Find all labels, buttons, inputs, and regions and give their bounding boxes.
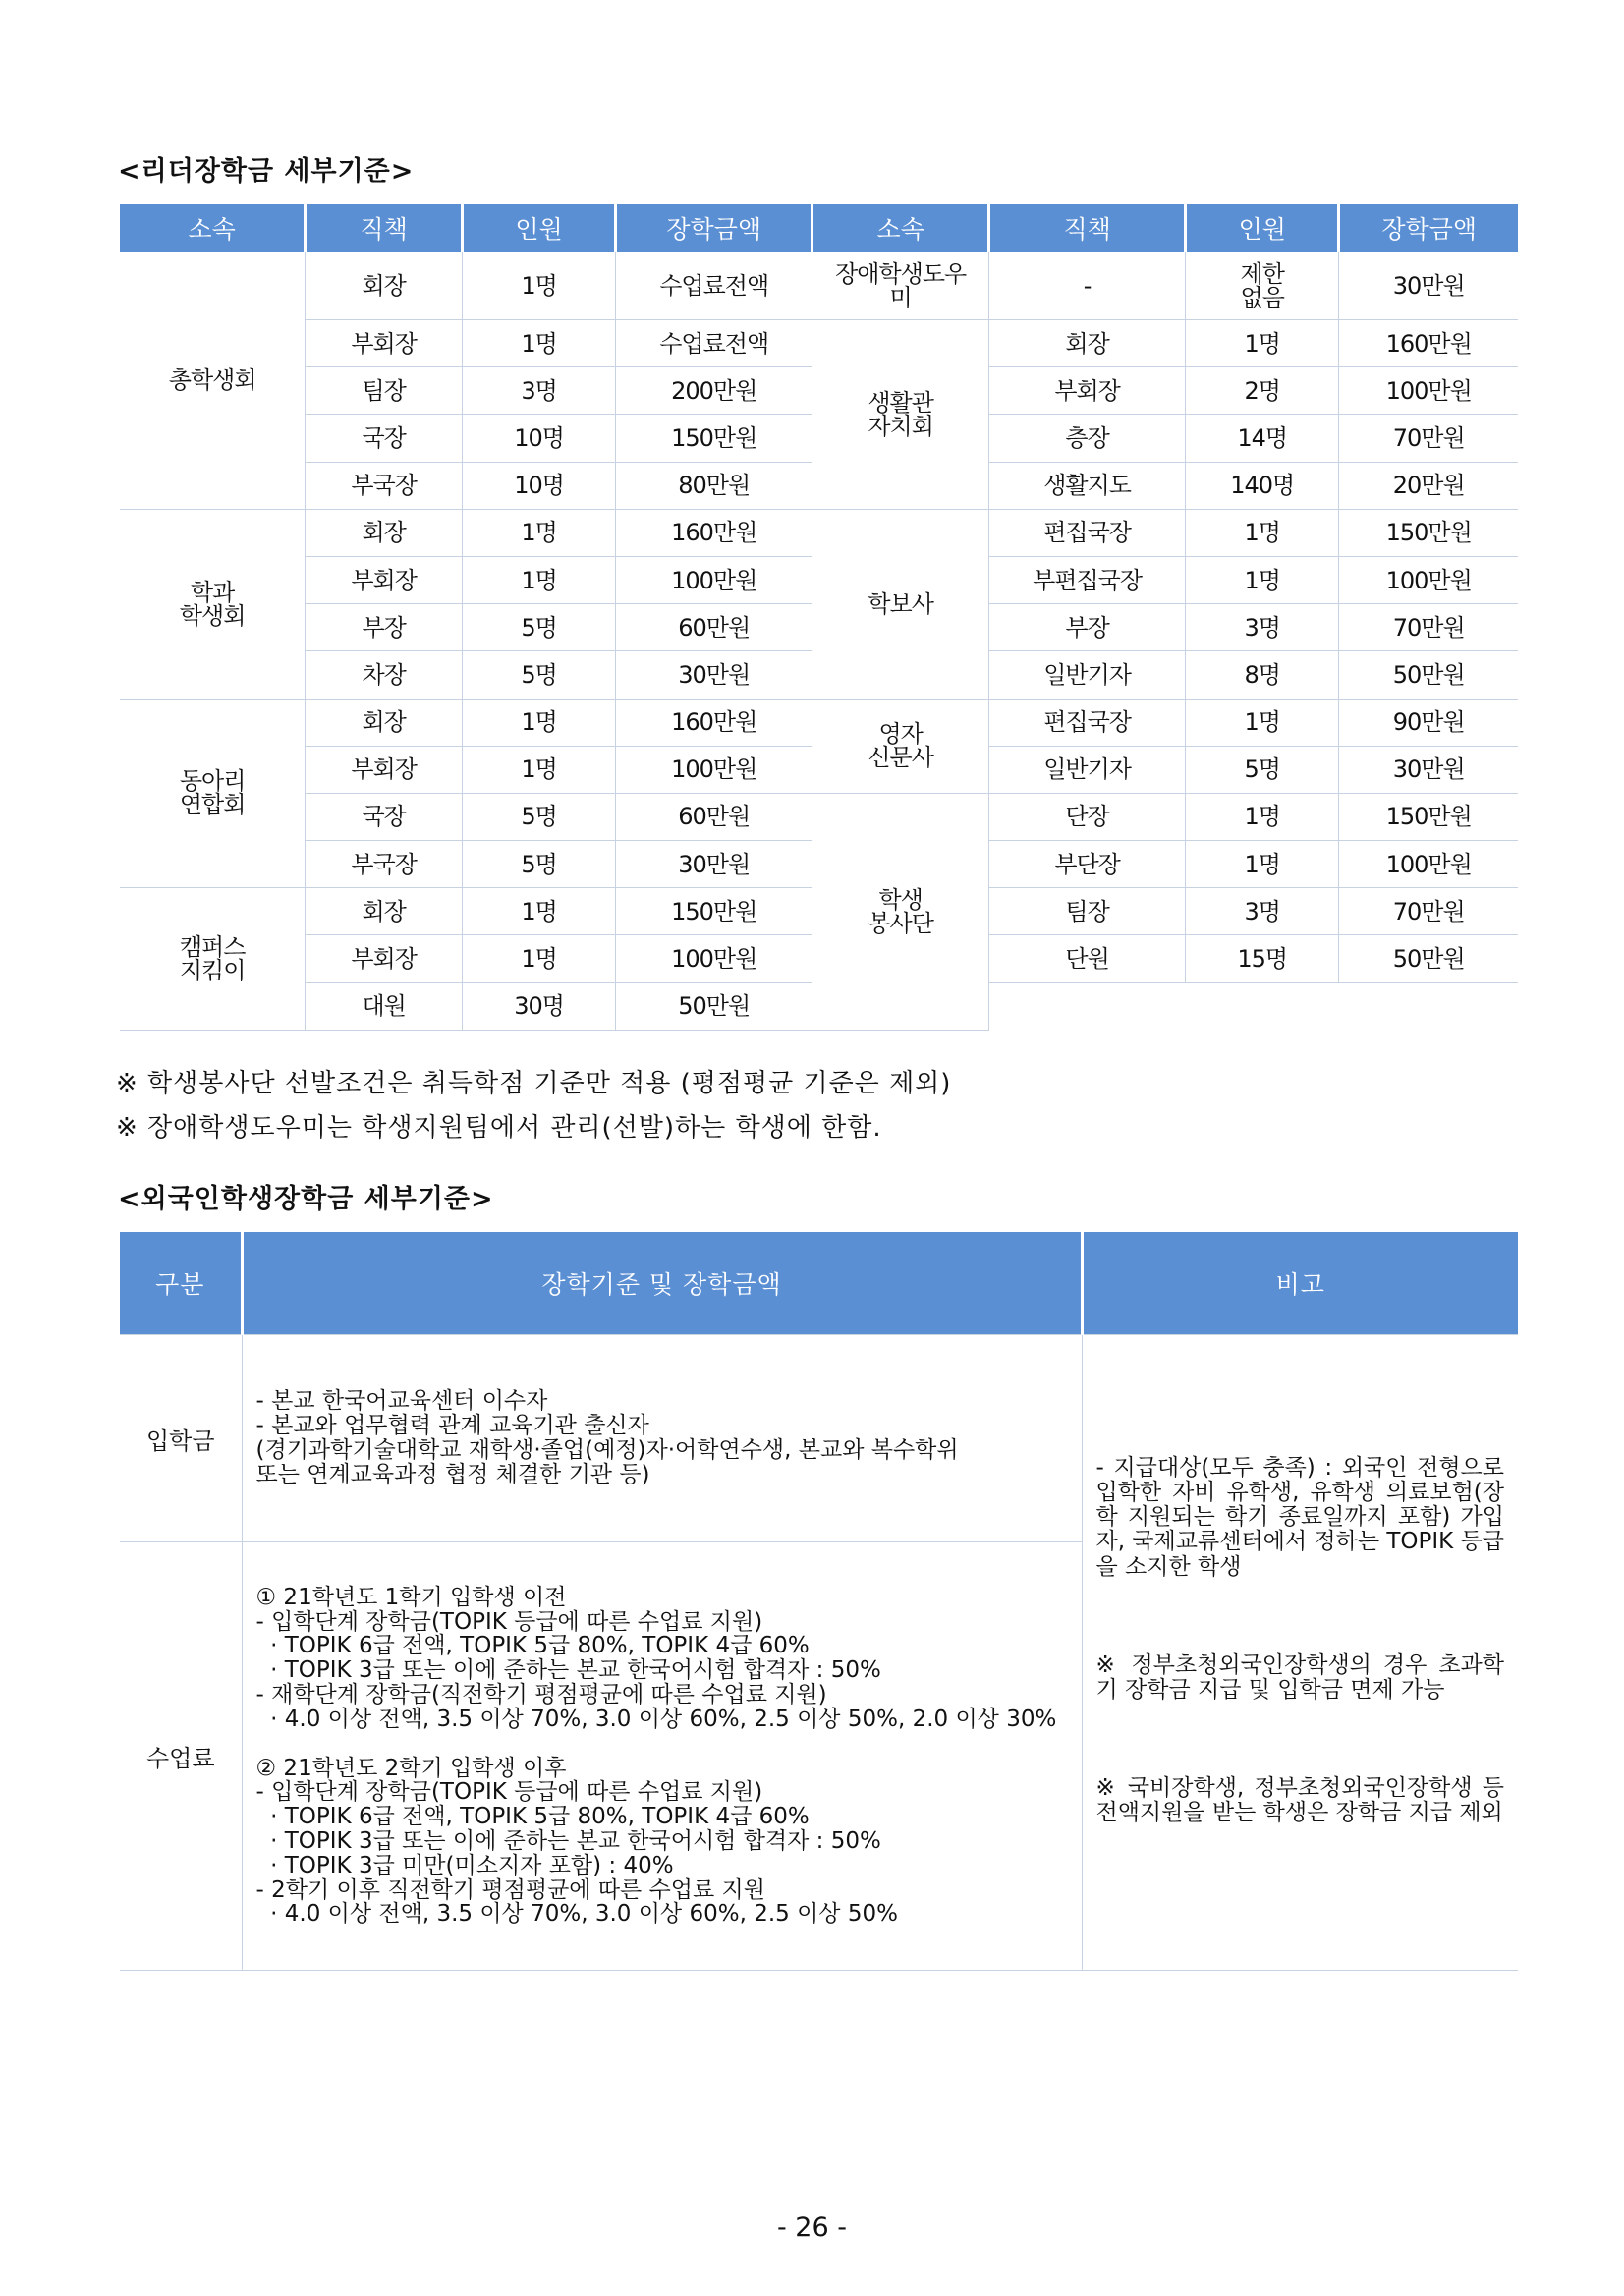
table-cell: 30만원 xyxy=(1339,252,1518,320)
table-cell: 100만원 xyxy=(616,935,812,982)
table-header-row xyxy=(120,1232,1518,1335)
table-cell: 8명 xyxy=(1186,651,1339,699)
table-cell: 30만원 xyxy=(616,651,812,699)
table-cell: 편집국장 xyxy=(989,509,1186,556)
table-cell: 수업료전액 xyxy=(616,320,812,367)
table-cell: 70만원 xyxy=(1339,604,1518,651)
table-cell: 50만원 xyxy=(1339,651,1518,699)
table-cell: 국장 xyxy=(306,793,463,840)
note-disability-helper: ※ 장애학생도우미는 학생지원팀에서 관리(선발)하는 학생에 한함. xyxy=(116,1113,882,1143)
table-cell: 5명 xyxy=(462,841,615,888)
table-cell: 50만원 xyxy=(616,982,812,1030)
table-cell: 30명 xyxy=(462,982,615,1030)
table-cell: 60만원 xyxy=(616,793,812,840)
table-cell: 100만원 xyxy=(616,746,812,793)
header-cell: 직책 xyxy=(989,204,1186,252)
header-cell: 인원 xyxy=(462,204,615,252)
group-cell: 학생 봉사단 xyxy=(812,793,989,1030)
table-row xyxy=(120,509,1518,556)
header-cell: 소속 xyxy=(812,204,989,252)
table-cell: 10명 xyxy=(462,415,615,462)
table-cell: 회장 xyxy=(306,888,463,935)
header-cell: 직책 xyxy=(306,204,463,252)
header-cell: 장학금액 xyxy=(616,204,812,252)
table-cell: 2명 xyxy=(1186,367,1339,415)
leader-scholarship-title: <리더장학금 세부기준> xyxy=(118,156,415,187)
table-cell: 부회장 xyxy=(306,935,463,982)
criteria-cell xyxy=(242,1542,1082,1971)
group-cell: 장애학생도우 미 xyxy=(812,252,989,320)
table-cell: 150만원 xyxy=(1339,509,1518,556)
table-cell: 100만원 xyxy=(1339,556,1518,603)
group-cell: 동아리 연합회 xyxy=(120,699,306,888)
remark-text: - 지급대상(모두 충족) : 외국인 전형으로 입학한 자비 유학생, 유학생 의료보험(장학 지원되는 학기 종료일까지 포함) 가입자, 국제교류센터에서 정하는 TOPIK 등급을 소지한 학생 xyxy=(1095,1454,1512,1580)
table-cell: 차장 xyxy=(306,651,463,699)
table-cell: 부장 xyxy=(989,604,1186,651)
header-cell: 소속 xyxy=(120,204,306,252)
empty-cell xyxy=(989,982,1518,1030)
table-cell: 1명 xyxy=(1186,841,1339,888)
table-cell: 생활지도 xyxy=(989,462,1186,509)
table-cell: 1명 xyxy=(462,746,615,793)
table-cell: 수업료전액 xyxy=(616,252,812,320)
table-cell: 160만원 xyxy=(1339,320,1518,367)
table-cell: 1명 xyxy=(1186,320,1339,367)
table-cell: 1명 xyxy=(462,556,615,603)
table-cell: 5명 xyxy=(462,604,615,651)
table-cell: 70만원 xyxy=(1339,415,1518,462)
category-label: 수업료 xyxy=(120,1542,242,1971)
group-cell: 학과 학생회 xyxy=(120,509,306,699)
table-cell: 90만원 xyxy=(1339,699,1518,746)
table-cell: 100만원 xyxy=(616,556,812,603)
table-row xyxy=(120,699,1518,746)
table-cell: 1명 xyxy=(462,320,615,367)
remark-text: ※ 국비장학생, 정부초청외국인장학생 등 전액지원을 받는 학생은 장학금 지급 제외 xyxy=(1095,1774,1512,1826)
table-cell: 회장 xyxy=(306,509,463,556)
leader-scholarship-table xyxy=(120,204,1518,1031)
group-cell: 영자 신문사 xyxy=(812,699,989,793)
table-cell: 단원 xyxy=(989,935,1186,982)
table-cell: 1명 xyxy=(462,888,615,935)
table-cell: 팀장 xyxy=(306,367,463,415)
table-cell: 국장 xyxy=(306,415,463,462)
group-cell: 캠퍼스 지킴이 xyxy=(120,888,306,1031)
table-cell: 부장 xyxy=(306,604,463,651)
header-cell: 인원 xyxy=(1186,204,1339,252)
group-cell: 학보사 xyxy=(812,509,989,699)
criteria-text: - 본교 한국어교육센터 이수자 - 본교와 업무협력 관계 교육기관 출신자 (경기과학기술대학교 재학생·졸업(예정)자·어학연수생, 본교와 복수학위 또는 연계교육과정 협정 체결한 기관 등) xyxy=(255,1388,959,1487)
remarks-cell xyxy=(1082,1335,1518,1971)
header-cell: 장학기준 및 장학금액 xyxy=(242,1232,1082,1335)
table-cell: 3명 xyxy=(462,367,615,415)
table-cell: 1명 xyxy=(462,935,615,982)
table-cell: 1명 xyxy=(1186,556,1339,603)
table-row xyxy=(120,320,1518,367)
table-cell: 3명 xyxy=(1186,888,1339,935)
table-cell: 15명 xyxy=(1186,935,1339,982)
table-cell: 14명 xyxy=(1186,415,1339,462)
group-cell: 총학생회 xyxy=(120,252,306,510)
table-cell: 1명 xyxy=(462,252,615,320)
table-header-row xyxy=(120,204,1518,252)
table-cell: 50만원 xyxy=(1339,935,1518,982)
table-cell: 팀장 xyxy=(989,888,1186,935)
table-cell: 160만원 xyxy=(616,509,812,556)
table-row xyxy=(120,793,1518,840)
table-cell: 회장 xyxy=(306,699,463,746)
header-cell: 비고 xyxy=(1082,1232,1518,1335)
table-cell: 제한 없음 xyxy=(1186,252,1339,320)
table-cell: 30만원 xyxy=(616,841,812,888)
table-cell: 5명 xyxy=(1186,746,1339,793)
table-cell: 3명 xyxy=(1186,604,1339,651)
table-cell: 1명 xyxy=(1186,509,1339,556)
criteria-cell xyxy=(242,1335,1082,1542)
table-cell: 30만원 xyxy=(1339,746,1518,793)
table-cell: 부회장 xyxy=(306,556,463,603)
table-cell: 대원 xyxy=(306,982,463,1030)
table-cell: 회장 xyxy=(989,320,1186,367)
table-cell: 부회장 xyxy=(989,367,1186,415)
header-cell: 구분 xyxy=(120,1232,242,1335)
foreign-scholarship-title: <외국인학생장학금 세부기준> xyxy=(118,1184,494,1214)
table-cell: 1명 xyxy=(1186,793,1339,840)
table-row xyxy=(120,252,1518,320)
table-cell: 160만원 xyxy=(616,699,812,746)
header-cell: 장학금액 xyxy=(1339,204,1518,252)
table-cell: 80만원 xyxy=(616,462,812,509)
table-cell: 단장 xyxy=(989,793,1186,840)
table-cell: 부국장 xyxy=(306,462,463,509)
table-cell: 일반기자 xyxy=(989,651,1186,699)
table-cell: 1명 xyxy=(462,699,615,746)
page-number: - 26 - xyxy=(776,2212,847,2243)
criteria-text: ① 21학년도 1학기 입학생 이전 - 입학단계 장학금(TOPIK 등급에 따른 수업료 지원) · TOPIK 6급 전액, TOPIK 5급 80%, TOPIK 4급 60% · TOPIK 3급 또는 이에 준하는 본교 한국어시험 합격자 : 50% - 재학단계 장학금(직전학기 평점평균에 따른 수업료 지원) · 4.0 이상 전액, 3.5 이상 70%, 3.0 이상 60%, 2.5 이상 50%, 2.0 이상 30% ② 21학년도 2학기 입학생 이후 - 입학단계 장학금(TOPIK 등급에 따른 수업료 지원) · TOPIK 6급 전액, TOPIK 5급 80%, TOPIK 4급 60% · TOPIK 3급 또는 이에 준하는 본교 한국어시험 합격자 : 50% · TOPIK 3급 미만(미소지자 포함) : 40% - 2학기 이후 직전학기 평점평균에 따른 수업료 지원 · 4.0 이상 전액, 3.5 이상 70%, 3.0 이상 60%, 2.5 이상 50% xyxy=(255,1584,1057,1928)
table-cell: 1명 xyxy=(1186,699,1339,746)
table-cell: 5명 xyxy=(462,793,615,840)
table-cell: 부회장 xyxy=(306,320,463,367)
table-cell: 60만원 xyxy=(616,604,812,651)
table-cell: 10명 xyxy=(462,462,615,509)
table-cell: 부편집국장 xyxy=(989,556,1186,603)
table-cell: 150만원 xyxy=(616,415,812,462)
category-label: 입학금 xyxy=(120,1335,242,1542)
table-cell: 150만원 xyxy=(1339,793,1518,840)
table-cell: 1명 xyxy=(462,509,615,556)
foreign-scholarship-table xyxy=(120,1232,1518,1971)
table-cell: 140명 xyxy=(1186,462,1339,509)
table-cell: 5명 xyxy=(462,651,615,699)
table-cell: 150만원 xyxy=(616,888,812,935)
table-cell: 일반기자 xyxy=(989,746,1186,793)
table-cell: 200만원 xyxy=(616,367,812,415)
table-cell: 100만원 xyxy=(1339,841,1518,888)
table-cell: 부국장 xyxy=(306,841,463,888)
table-cell: 층장 xyxy=(989,415,1186,462)
remark-text: ※ 정부초청외국인장학생의 경우 초과학기 장학금 지급 및 입학금 면제 가능 xyxy=(1095,1652,1504,1703)
table-cell: - xyxy=(989,252,1186,320)
table-cell: 20만원 xyxy=(1339,462,1518,509)
table-cell: 100만원 xyxy=(1339,367,1518,415)
note-volunteer-criteria: ※ 학생봉사단 선발조건은 취득학점 기준만 적용 (평점평균 기준은 제외) xyxy=(116,1069,952,1098)
table-cell: 편집국장 xyxy=(989,699,1186,746)
table-cell: 부회장 xyxy=(306,746,463,793)
table-row xyxy=(120,1335,1518,1542)
table-cell: 부단장 xyxy=(989,841,1186,888)
table-cell: 회장 xyxy=(306,252,463,320)
table-cell: 70만원 xyxy=(1339,888,1518,935)
group-cell: 생활관 자치회 xyxy=(812,320,989,510)
